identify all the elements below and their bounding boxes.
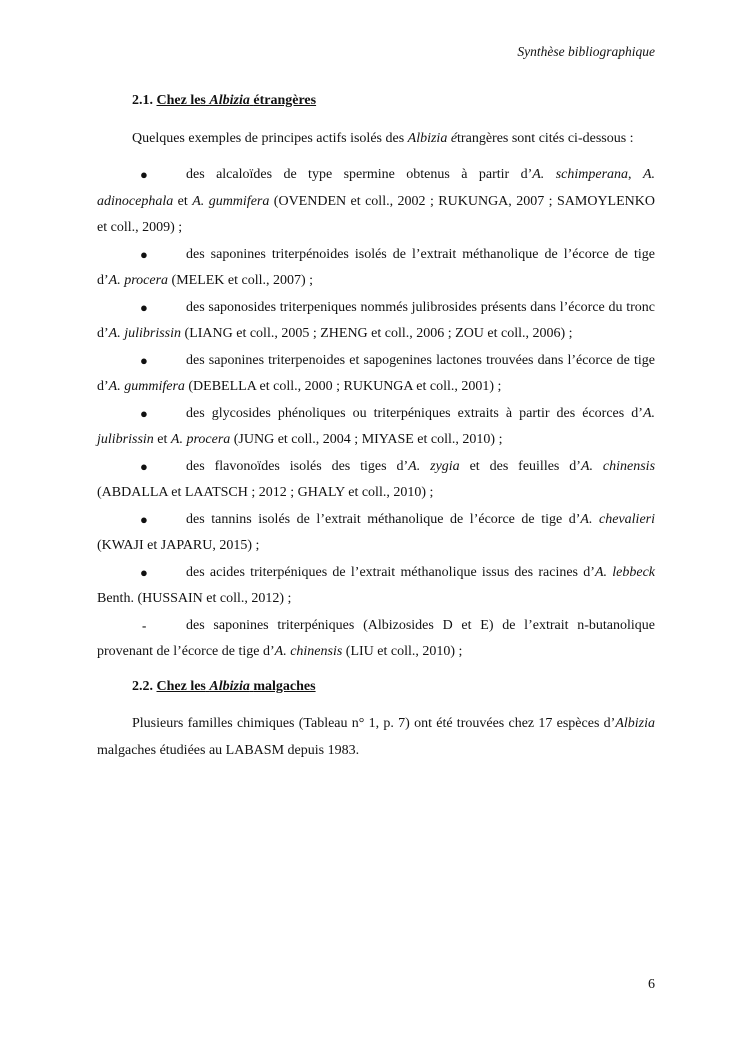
text-run: des tannins isolés de l’extrait méthanolique de l’écorce de tige d’: [186, 511, 581, 527]
text-run: (LIU et coll., 2010) ;: [342, 644, 463, 659]
bullet-marker: ●: [140, 352, 148, 368]
text-run: des saponosides triterpeniques nommés julibrosides présents dans l’écorce du tronc d’: [97, 299, 655, 341]
text-run: trangères sont cités ci-dessous :: [457, 130, 634, 146]
section-title-genus: Albizia: [209, 93, 250, 108]
species-name: A. schimperana: [532, 167, 629, 182]
text-run: des alcaloïdes de type spermine obtenus à partir d’: [186, 167, 533, 182]
bullet-marker: ●: [140, 246, 148, 262]
text-run: (DEBELLA et coll., 2000 ; RUKUNGA et coll., 2001) ;: [184, 379, 502, 394]
section-number: 2.2.: [132, 678, 153, 694]
dash-marker: -: [142, 617, 147, 633]
list-item: [97, 613, 655, 666]
bullet-marker: ●: [140, 299, 148, 315]
species-name: A. julibrissin: [108, 326, 182, 341]
text-run: des flavonoïdes isolés des tiges d’: [186, 458, 409, 474]
text-run: (KWAJI et JAPARU, 2015) ;: [97, 538, 260, 553]
species-name: A. lebbeck: [594, 564, 655, 580]
text-run: Benth. (HUSSAIN et coll., 2012) ;: [97, 591, 292, 606]
list-item: [97, 454, 655, 507]
species-name: A. gummifera: [108, 379, 185, 394]
section-title-pre: Chez les: [156, 93, 206, 108]
species-name: A. chinensis: [580, 458, 656, 474]
text-run: (MELEK et coll., 2007) ;: [168, 273, 314, 288]
body-paragraph: [97, 711, 655, 764]
bullet-marker: ●: [140, 405, 148, 421]
text-run: ,: [628, 167, 643, 182]
text-run: des saponines triterpéniques (Albizosides D et E) de l’extrait n-butanolique provenant de l’écorce de tige d’: [97, 617, 655, 659]
species-name: A. julibrissin: [97, 405, 655, 447]
list-item: [97, 162, 655, 242]
list-item: [97, 242, 655, 295]
species-name: A. adinocephala: [97, 167, 655, 209]
bullet-marker: ●: [140, 564, 148, 580]
section-title-pre: Chez les: [156, 678, 206, 694]
text-run: des glycosides phénoliques ou triterpéniques extraits à partir des écorces d’: [186, 405, 643, 421]
text-run: des acides triterpéniques de l’extrait méthanolique issus des racines d’: [186, 564, 595, 580]
text-run: des saponines triterpenoides et sapogenines lactones trouvées dans l’écorce de tige d’: [97, 352, 655, 394]
text-run: (JUNG et coll., 2004 ; MIYASE et coll., 2010) ;: [230, 432, 503, 447]
section-title: [157, 93, 317, 108]
section-heading-2-2: [97, 674, 655, 701]
section-title-post: étrangères: [253, 93, 317, 108]
list-item: [97, 295, 655, 348]
bullet-marker: ●: [140, 458, 148, 474]
section-title: [157, 679, 316, 694]
page-content: [97, 88, 655, 774]
section-title-genus: Albizia: [209, 678, 250, 694]
species-name: A. zygia: [408, 458, 460, 474]
species-name: Albizia: [615, 716, 655, 731]
section-title-post: malgaches: [253, 678, 316, 694]
species-name: A. procera: [170, 432, 231, 447]
list-item: [97, 348, 655, 401]
section-heading-2-1: [97, 88, 655, 115]
intro-paragraph: [97, 126, 655, 153]
list-item: [97, 401, 655, 454]
bullet-marker: ●: [140, 167, 148, 182]
text-run: et: [173, 193, 193, 209]
text-run: des saponines triterpénoides isolés de l’extrait méthanolique de l’écorce de tige d’: [97, 246, 655, 288]
text-run: Quelques exemples de principes actifs isolés des: [132, 130, 408, 146]
text-run: et des feuilles d’: [459, 458, 581, 474]
text-run: et: [153, 432, 171, 447]
running-header: Synthèse bibliographique: [517, 44, 655, 59]
page-number: 6: [648, 977, 655, 992]
section-number: 2.1.: [132, 93, 153, 108]
text-run: (ABDALLA et LAATSCH ; 2012 ; GHALY et coll., 2010) ;: [97, 485, 434, 500]
text-run: (OVENDEN et coll., 2002 ; RUKUNGA, 2007 ; SAMOYLENKO et coll., 2009) ;: [97, 193, 655, 235]
species-name: A. procera: [108, 273, 169, 288]
text-run: (LIANG et coll., 2005 ; ZHENG et coll., 2006 ; ZOU et coll., 2006) ;: [181, 326, 573, 341]
list-item: [97, 560, 655, 613]
text-run: malgaches étudiées au LABASM depuis 1983.: [97, 742, 360, 758]
bullet-marker: ●: [140, 511, 148, 527]
list-item: [97, 507, 655, 560]
species-name: A. chevalieri: [580, 511, 656, 527]
species-name: A. chinensis: [274, 644, 343, 659]
species-name: A. gummifera: [192, 193, 270, 209]
text-run: Plusieurs familles chimiques (Tableau n° 1, p. 7) ont été trouvées chez 17 espèces d’: [132, 716, 616, 731]
species-name: Albizia é: [407, 130, 458, 146]
bullet-list: [97, 162, 655, 666]
